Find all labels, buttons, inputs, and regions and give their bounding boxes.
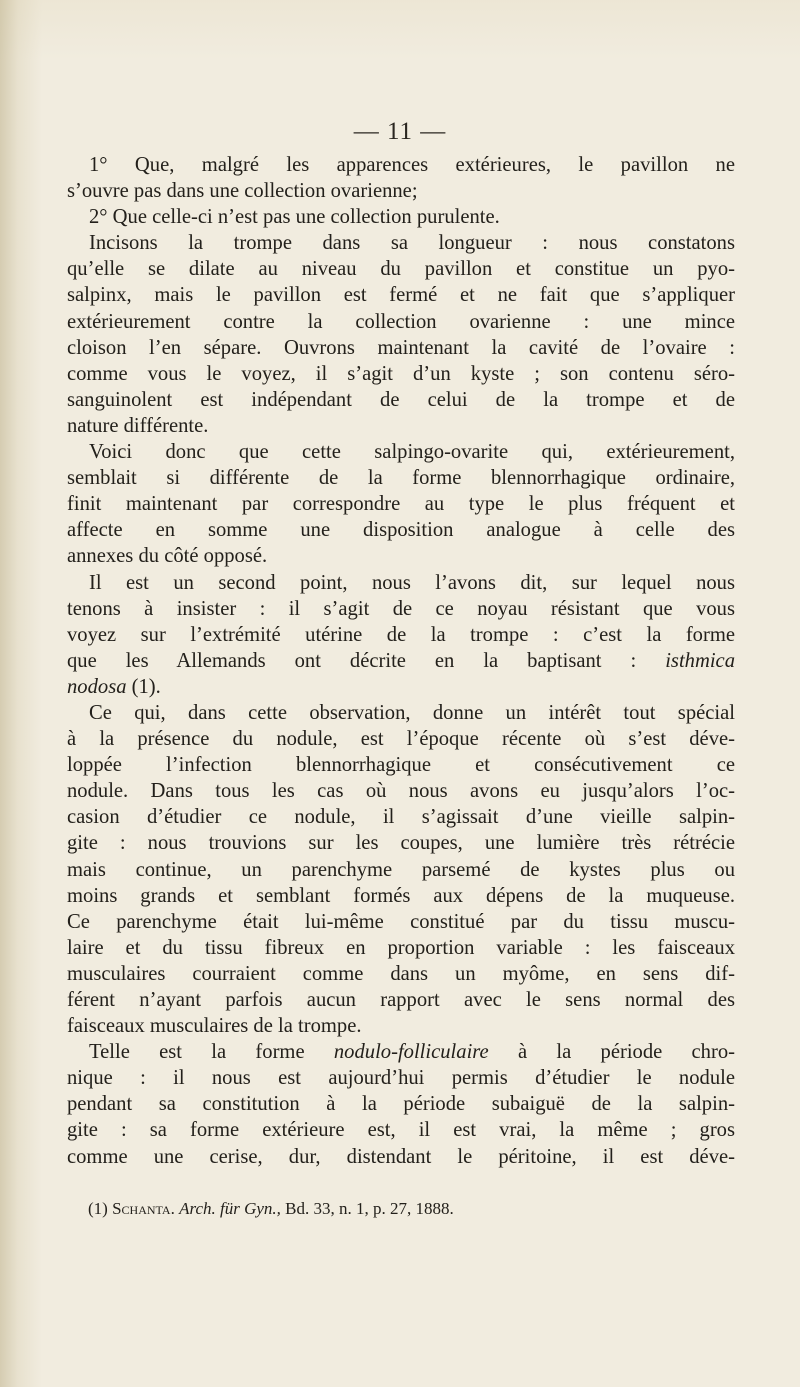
text-line: annexes du côté opposé. xyxy=(67,545,268,568)
text-line: affecte en somme une disposition analogue à celle des xyxy=(67,519,735,542)
text-line: que les Allemands ont décrite en la baptisant : isthmica xyxy=(67,649,735,672)
text-line: faisceaux musculaires de la trompe. xyxy=(67,1015,362,1038)
text-line: Il est un second point, nous l’avons dit, sur lequel nous xyxy=(89,571,735,594)
footnote xyxy=(88,1199,748,1219)
text-line: salpinx, mais le pavillon est fermé et ne fait que s’appliquer xyxy=(67,284,735,307)
text-line: pendant sa constitution à la période subaiguë de la salpin- xyxy=(67,1093,735,1116)
text-line: sanguinolent est indépendant de celui de la trompe et de xyxy=(67,388,735,411)
text-line: comme une cerise, dur, distendant le péritoine, il est déve- xyxy=(67,1145,735,1168)
text-line: extérieurement contre la collection ovarienne : une mince xyxy=(67,310,735,333)
text-line: qu’elle se dilate au niveau du pavillon et constitue un pyo- xyxy=(67,258,735,281)
text-line: voyez sur l’extrémité utérine de la trompe : c’est la forme xyxy=(67,623,735,646)
text-line: Ce qui, dans cette observation, donne un intérêt tout spécial xyxy=(89,701,735,724)
text-line: nature différente. xyxy=(67,414,209,437)
text-line: Incisons la trompe dans sa longueur : nous constatons xyxy=(89,232,735,255)
text-line: 2° Que celle-ci n’est pas une collection purulente. xyxy=(89,206,500,229)
text-line: férent n’ayant parfois aucun rapport avec le sens normal des xyxy=(67,989,735,1011)
text-line: casion d’étudier ce nodule, il s’agissait d’une vieille salpin- xyxy=(67,806,735,829)
text-line: gite : nous trouvions sur les coupes, une lumière très rétrécie xyxy=(67,832,735,855)
text-line: musculaires courraient comme dans un myôme, en sens dif- xyxy=(67,962,735,985)
text-line: laire et du tissu fibreux en proportion variable : les faisceaux xyxy=(67,936,735,959)
text-line: Telle est la forme nodulo-folliculaire à la période chro- xyxy=(89,1041,735,1064)
footnote-author: Schanta. xyxy=(112,1199,175,1218)
text-line: tenons à insister : il s’agit de ce noyau résistant que vous xyxy=(67,597,735,620)
text-line: mais continue, un parenchyme parsemé de kystes plus ou xyxy=(67,858,735,881)
text-line: gite : sa forme extérieure est, il est vrai, la même ; gros xyxy=(67,1119,735,1142)
text-line: cloison l’en sépare. Ouvrons maintenant la cavité de l’ovaire : xyxy=(67,336,735,359)
page-number: — 11 — xyxy=(353,118,447,145)
footnote-journal: Arch. für Gyn., xyxy=(179,1199,281,1218)
footnote-marker: (1) xyxy=(88,1199,108,1218)
text-line: semblait si différente de la forme blennorrhagique ordinaire, xyxy=(67,467,735,490)
text-line: s’ouvre pas dans une collection ovarienne; xyxy=(67,180,418,203)
body-text xyxy=(67,152,735,1170)
text-line: Voici donc que cette salpingo-ovarite qui, extérieurement, xyxy=(89,441,735,464)
text-line: 1° Que, malgré les apparences extérieures, le pavillon ne xyxy=(89,154,735,176)
text-line: finit maintenant par correspondre au type le plus fréquent et xyxy=(67,493,735,516)
text-line: nodosa (1). xyxy=(67,675,161,698)
text-line: nique : il nous est aujourd’hui permis d’étudier le nodule xyxy=(67,1067,735,1090)
footnote-reference: Bd. 33, n. 1, p. 27, 1888. xyxy=(285,1199,454,1218)
text-line: comme vous le voyez, il s’agit d’un kyste ; son contenu séro- xyxy=(67,362,735,385)
text-line: moins grands et semblant formés aux dépens de la muqueuse. xyxy=(67,884,735,907)
text-line: nodule. Dans tous les cas où nous avons eu jusqu’alors l’oc- xyxy=(67,780,735,803)
text-line: à la présence du nodule, est l’époque récente où s’est déve- xyxy=(67,728,735,751)
text-line: Ce parenchyme était lui-même constitué par du tissu muscu- xyxy=(67,910,735,933)
text-line: loppée l’infection blennorrhagique et consécutivement ce xyxy=(67,754,735,777)
